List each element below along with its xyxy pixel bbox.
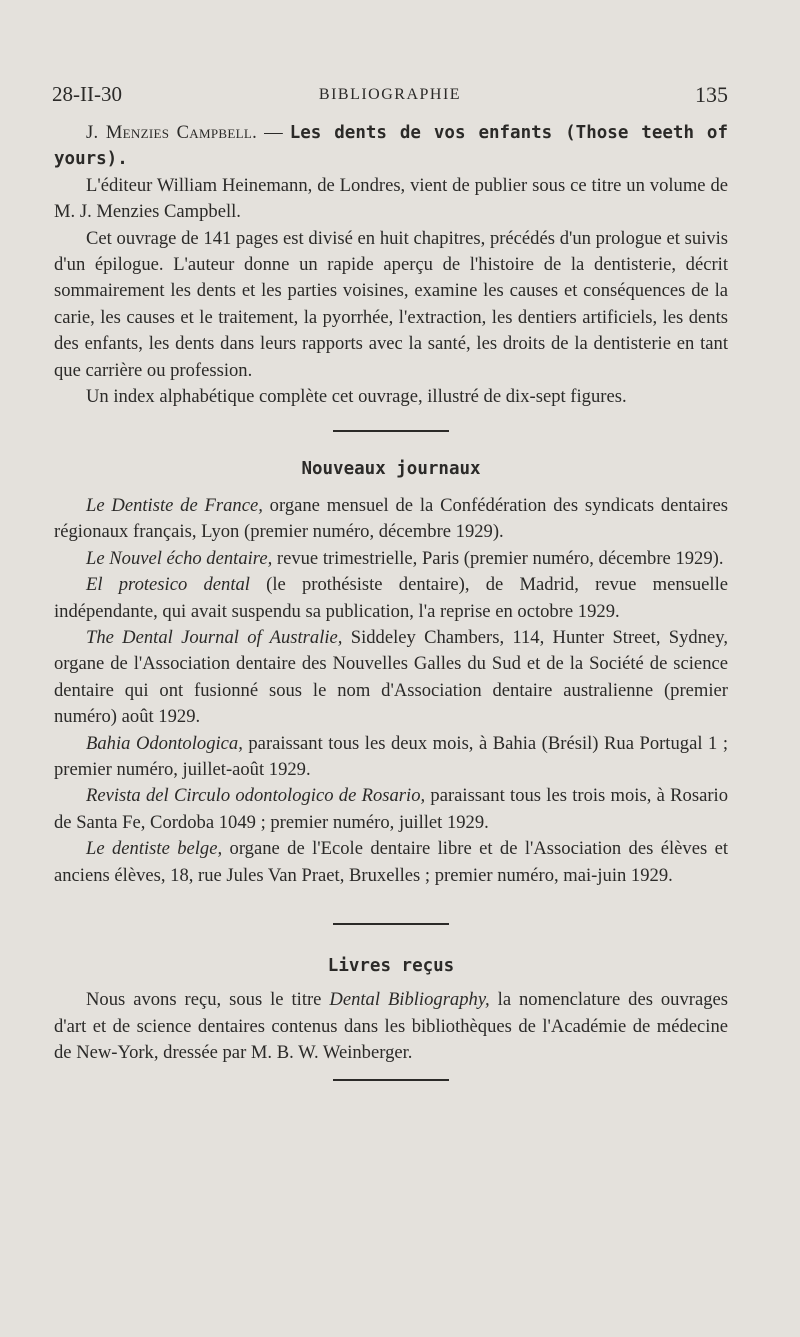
journal-item [54, 836, 728, 889]
journal-item [54, 783, 728, 836]
section-divider [333, 430, 449, 432]
journal-item [54, 572, 728, 625]
journal-text: organe de l'Ecole dentaire libre et de l'Association des élèves et anciens élèves, 18, rue Jules Van Praet, Bruxelles ; premier numéro, mai-juin 1929. [54, 838, 729, 886]
journal-title: Bahia Odontologica, [86, 732, 243, 754]
section-heading-books: Livres reçus [327, 955, 455, 976]
entry-paragraph-3: Un index alphabétique complète cet ouvrage, illustré de dix-sept figures. [86, 386, 627, 408]
journal-title: Revista del Circulo odontologico de Rosario, [86, 785, 426, 807]
header-date: 28-II-30 [52, 82, 122, 106]
books-text-after: la nomenclature des ouvrages d'art et de science dentaires contenus dans les bibliothèques de l'Académie de médecine de New-York, dressée par M. B. W. Weinberger. [54, 989, 728, 1064]
journal-item [54, 546, 728, 572]
page-body [54, 120, 728, 1081]
journal-item [54, 493, 728, 546]
section-heading-journals: Nouveaux journaux [301, 459, 481, 480]
journal-item [54, 625, 728, 731]
journal-title: The Dental Journal of Australie, [86, 626, 343, 648]
header-title: BIBLIOGRAPHIE [318, 86, 462, 103]
entry-title: Les dents de vos enfants (Those teeth of yours). [54, 123, 728, 170]
journal-title: Le Dentiste de France, [86, 494, 263, 516]
books-paragraph [54, 987, 728, 1066]
journal-text: paraissant tous les deux mois, à Bahia (Brésil) Rua Portugal 1 ; premier numéro, juillet-août 1929. [54, 732, 729, 780]
entry-paragraph-2: Cet ouvrage de 141 pages est divisé en huit chapitres, précédés d'un prologue et suivis d'un épilogue. L'auteur donne un rapide aperçu de l'histoire de la dentisterie, décrit sommairement les dents et les parties voisines, examine les causes et conséquences de la carie, les causes et le traitement, la pyorrhée, l'extraction, les dentiers artificiels, les dents des enfants, les dents dans leurs rapports avec la santé, les droits de la dentisterie en tant que carrière ou profession. [54, 227, 728, 381]
journal-text: paraissant tous les trois mois, à Rosario de Santa Fe, Cordoba 1049 ; premier numéro, juillet 1929. [54, 785, 728, 833]
running-header [52, 82, 728, 112]
journal-title: Le dentiste belge, [86, 838, 223, 860]
journal-title: Le Nouvel écho dentaire, [86, 547, 273, 569]
journal-text: Siddeley Chambers, 114, Hunter Street, Sydney, organe de l'Association dentaire des Nouvelles Galles du Sud et de la Société de science dentaire qui ont fusionné sous le nom d'Association dentaire australienne (premier numéro) août 1929. [54, 626, 728, 728]
page-number: 135 [695, 82, 728, 107]
entry-dash: — [257, 122, 290, 143]
entry-paragraph-1: L'éditeur William Heinemann, de Londres, vient de publier sous ce titre un volume de M. J. Menzies Campbell. [54, 174, 728, 223]
journal-item [54, 731, 728, 784]
journal-text: organe mensuel de la Confédération des syndicats dentaires régionaux français, Lyon (premier numéro, décembre 1929). [54, 494, 728, 543]
books-title: Dental Bibliography, [329, 989, 490, 1011]
entry-heading [54, 120, 728, 173]
journal-title: El protesico dental [86, 574, 250, 596]
journal-text: (le prothésiste dentaire), de Madrid, revue mensuelle indépendante, qui avait suspendu sa publication, l'a reprise en octobre 1929. [54, 574, 728, 622]
section-divider [333, 923, 449, 925]
section-divider [333, 1079, 449, 1081]
books-text-before: Nous avons reçu, sous le titre [86, 989, 330, 1011]
journal-text: revue trimestrielle, Paris (premier numéro, décembre 1929). [272, 547, 724, 569]
entry-author: J. Menzies Campbell. [86, 122, 258, 143]
